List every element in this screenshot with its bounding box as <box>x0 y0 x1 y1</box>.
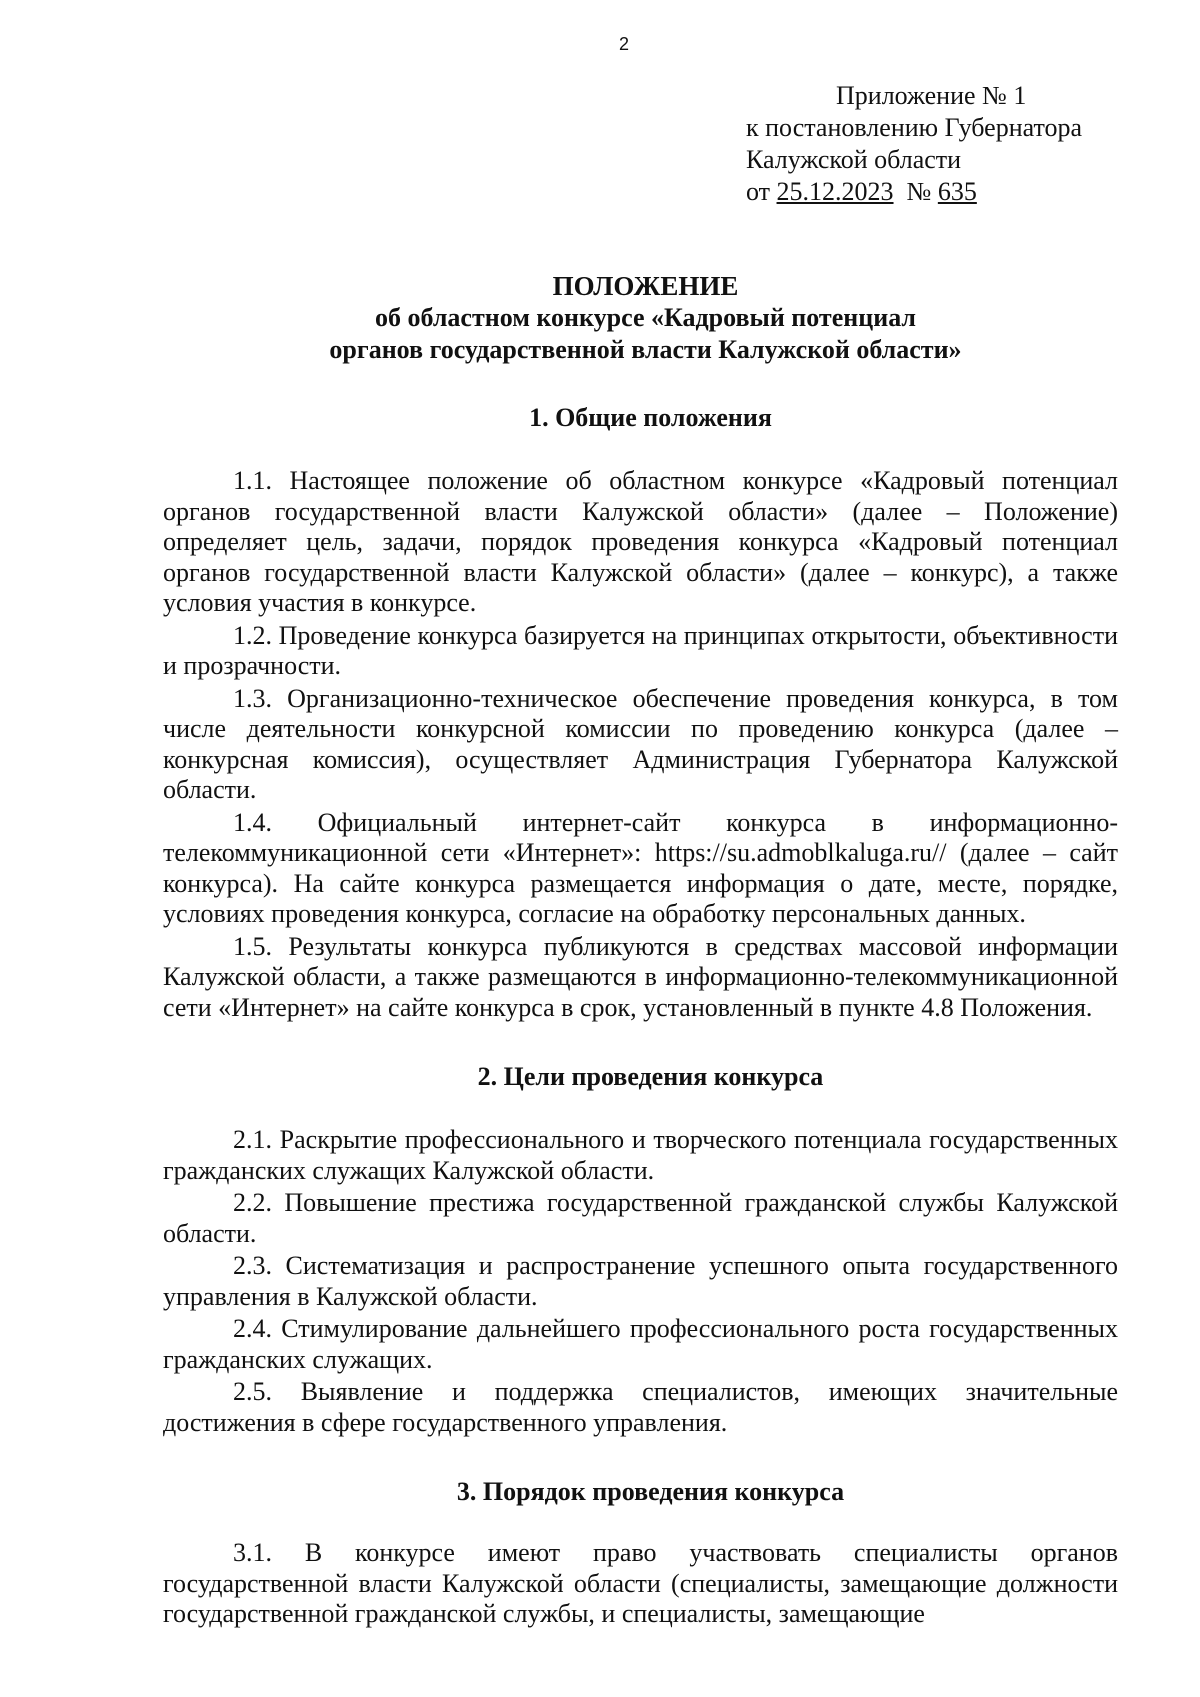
paragraph-2-4: 2.4. Стимулирование дальнейшего профессионального роста государственных гражданских служащих. <box>163 1314 1118 1374</box>
paragraph-1-3: 1.3. Организационно-техническое обеспечение проведения конкурса, в том числе деятельности конкурсной комиссии по проведению конкурса (далее – конкурсная комиссия), осуществляет Администрация Губернатора Калужской области. <box>163 683 1118 804</box>
section-heading-1: 1. Общие положения <box>529 403 772 432</box>
paragraph-2-2: 2.2. Повышение престижа государственной гражданской службы Калужской области. <box>163 1188 1118 1248</box>
paragraph-1-4: 1.4. Официальный интернет-сайт конкурса в информационно-телекоммуникационной сети «Интернет»: https://su.admoblkaluga.ru// (далее – сайт конкурса). На сайте конкурса размещается информация о дате, месте, порядке, условиях проведения конкурса, согласие на обработку персональных данных. <box>163 807 1118 928</box>
title-line-3: органов государственной власти Калужской области» <box>329 335 962 364</box>
document-title <box>173 270 1118 366</box>
appendix-number-label: № <box>906 177 932 206</box>
section-heading-3: 3. Порядок проведения конкурса <box>456 1477 845 1506</box>
appendix-line-2: к постановлению Губернатора <box>746 113 1083 142</box>
appendix-date-line <box>746 176 1082 208</box>
title-line-1: ПОЛОЖЕНИЕ <box>552 271 739 301</box>
paragraph-2-1: 2.1. Раскрытие профессионального и творческого потенциала государственных гражданских служащих Калужской области. <box>163 1125 1118 1185</box>
paragraph-3-1: 3.1. В конкурсе имеют право участвовать специалисты органов государственной власти Калужской области (специалисты, замещающие должности государственной гражданской службы, и специалисты, замещающие <box>163 1538 1118 1628</box>
appendix-header <box>746 80 1082 208</box>
appendix-line-1: Приложение № 1 <box>836 81 1027 110</box>
appendix-from-label: от <box>746 177 771 206</box>
paragraph-1-5: 1.5. Результаты конкурса публикуются в средствах массовой информации Калужской области, а также размещаются в информационно-телекоммуникационной сети «Интернет» на сайте конкурса в срок, установленный в пункте 4.8 Положения. <box>163 931 1118 1022</box>
section-heading-2: 2. Цели проведения конкурса <box>477 1062 824 1091</box>
page-number: 2 <box>618 34 629 54</box>
paragraph-1-2: 1.2. Проведение конкурса базируется на принципах открытости, объективности и прозрачности. <box>163 620 1118 680</box>
document-body <box>163 270 1118 1630</box>
appendix-number: 635 <box>937 177 977 206</box>
appendix-date: 25.12.2023 <box>776 177 894 206</box>
paragraph-2-5: 2.5. Выявление и поддержка специалистов, имеющих значительные достижения в сфере государственного управления. <box>163 1377 1118 1437</box>
paragraph-2-3: 2.3. Систематизация и распространение успешного опыта государственного управления в Калужской области. <box>163 1251 1118 1311</box>
paragraph-1-1: 1.1. Настоящее положение об областном конкурсе «Кадровый потенциал органов государственной власти Калужской области» (далее – Положение) определяет цель, задачи, порядок проведения конкурса «Кадровый потенциал органов государственной власти Калужской области» (далее – конкурс), а также условия участия в конкурсе. <box>163 466 1118 617</box>
appendix-line-3: Калужской области <box>746 145 962 174</box>
title-line-2: об областном конкурсе «Кадровый потенциал <box>374 303 917 332</box>
